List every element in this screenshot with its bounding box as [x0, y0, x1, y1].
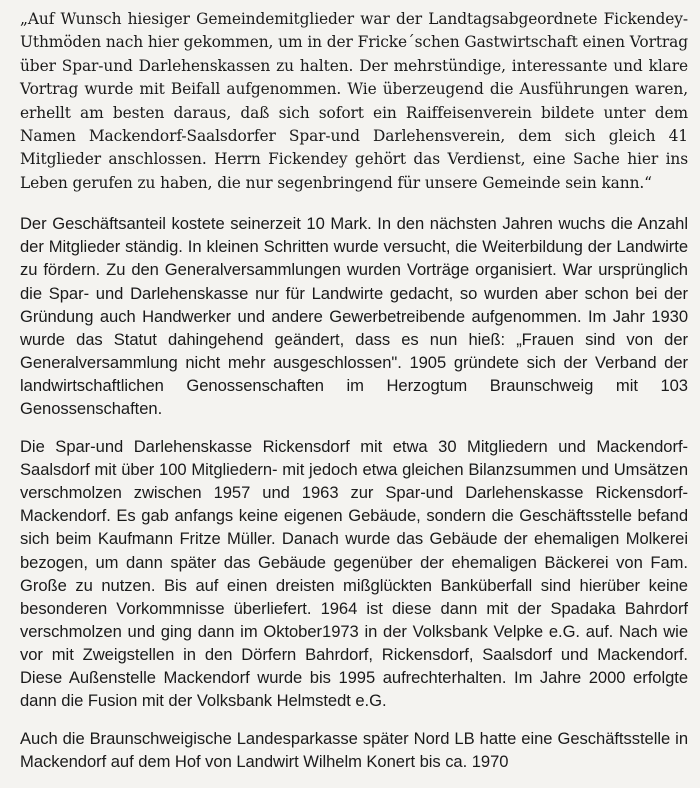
- quoted-newspaper-report: „Auf Wunsch hiesiger Gemeindemitglieder war der Landtagsabgeordnete Fickendey-Uthmöden nach hier gekommen, um in der Fricke´schen Gastwirtschaft einen Vortrag über Spar-und Darlehenskassen zu halten. Der mehrstündige, interessante und klare Vortrag wurde mit Beifall aufgenommen. Wie überzeugend die Ausführungen waren, erhellt am besten daraus, daß sich sofort ein Raiffeisenverein bildete unter dem Namen Mackendorf-Saalsdorfer Spar-und Darlehensverein, dem sich gleich 41 Mitglieder anschlossen. Herrn Fickendey gehört das Verdienst, eine Sache hier ins Leben gerufen zu haben, die nur segenbringend für unsere Gemeinde sein kann.“: [20, 10, 688, 192]
- paragraph-merger-history: Die Spar-und Darlehenskasse Rickensdorf mit etwa 30 Mitgliedern und Mackendorf-Saalsdorf mit über 100 Mitgliedern- mit jedoch etwa gleichen Bilanzsummen und Umsätzen verschmolzen zwischen 1957 und 1963 zur Spar-und Darlehenskasse Rickensdorf-Mackendorf. Es gab anfangs keine eigenen Gebäude, sondern die Geschäftsstelle befand sich beim Kaufmann Fritze Müller. Danach wurde das Gebäude der ehemaligen Molkerei bezogen, um dann später das Gebäude gegenüber der ehemaligen Bäckerei von Fam. Große zu nutzen. Bis auf einen dreisten mißglückten Banküberfall sind hierüber keine besonderen Vorkommnisse überliefert. 1964 ist diese dann mit der Spadaka Bahrdorf verschmolzen und ging dann im Oktober1973 in der Volksbank Velpke e.G. auf. Nach wie vor mit Zweigstellen in den Dörfern Bahrdorf, Rickensdorf, Saalsdorf und Mackendorf. Diese Außenstelle Mackendorf wurde bis 1995 aufrechterhalten. Im Jahre 2000 erfolgte dann die Fusion mit der Volksbank Helmstedt e.G.: [20, 437, 688, 711]
- paragraph-membership-history: Der Geschäftsanteil kostete seinerzeit 10 Mark. In den nächsten Jahren wuchs die Anzahl der Mitglieder ständig. In kleinen Schritten wurde versucht, die Weiterbildung der Landwirte zu fördern. Zu den Generalversammlungen wurden Vorträge organisiert. War ursprünglich die Spar- und Darlehenskasse nur für Landwirte gedacht, so wurden aber schon bei der Gründung auch Handwerker und andere Gewerbetreibende aufgenommen. Im Jahr 1930 wurde das Statut dahingehend geändert, dass es nun hieß: „Frauen sind von der Generalversammlung nicht mehr ausgeschlossen". 1905 gründete sich der Verband der landwirtschaftlichen Genossenschaften im Herzogtum Braunschweig mit 103 Genossenschaften.: [20, 214, 688, 418]
- paragraph-landessparkasse: Auch die Braunschweigische Landesparkasse später Nord LB hatte eine Geschäftsstelle in Mackendorf auf dem Hof von Landwirt Wilhelm Konert bis ca. 1970: [20, 729, 688, 772]
